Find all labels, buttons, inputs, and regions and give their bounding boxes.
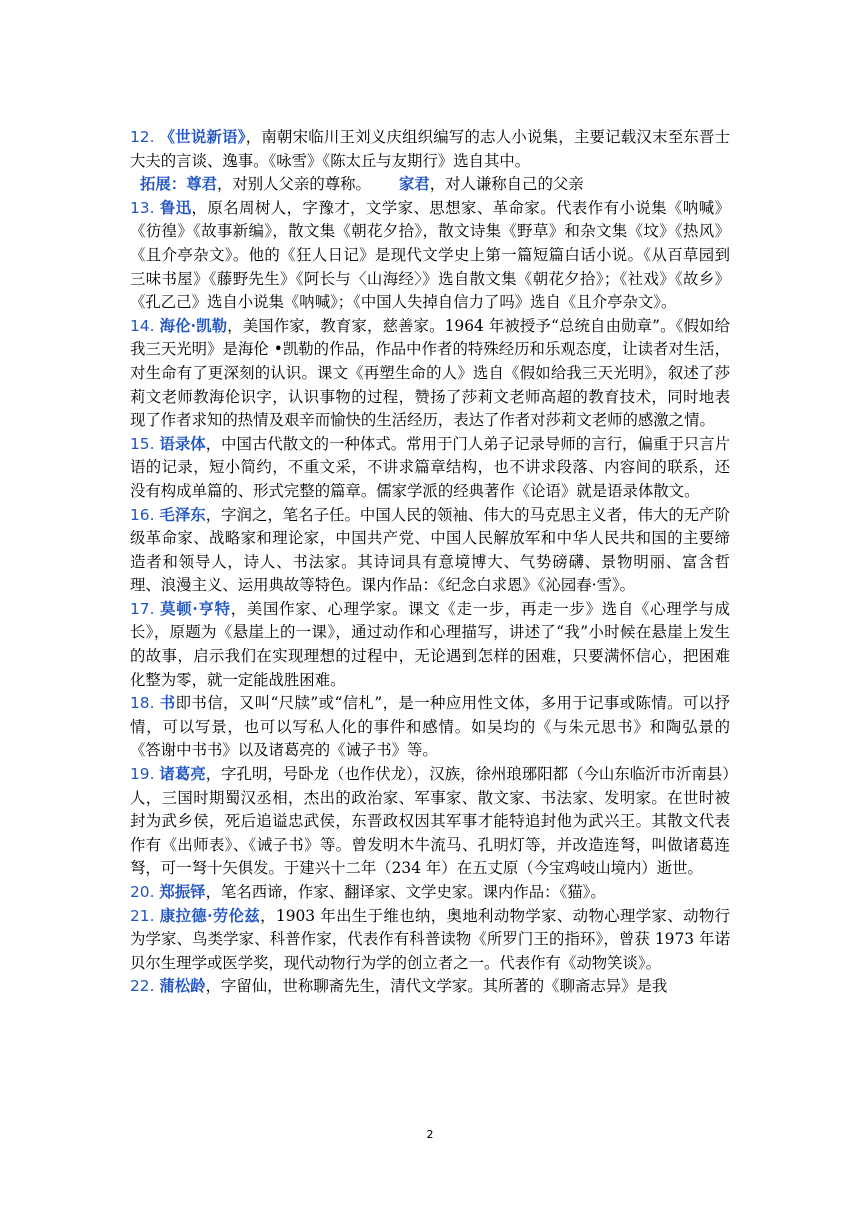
entry-paragraph bbox=[130, 763, 730, 881]
extension-label: 拓展： bbox=[140, 175, 187, 194]
entry-term: 海伦·凯勒 bbox=[159, 316, 228, 335]
entry-19 bbox=[130, 763, 730, 881]
entry-paragraph bbox=[130, 598, 730, 692]
entry-17 bbox=[130, 598, 730, 692]
entry-text: ，美国作家、心理学家。课文《走一步，再走一步》选自《心理学与成长》，原题为《悬崖上的一课》，通过动作和心理描写，讲述了“我”小时候在悬崖上发生的故事，启示我们在实现理想的过程中，无论遇到怎样的困难，只要满怀信心，把困难化整为零，就一定能战胜困难。 bbox=[130, 599, 730, 689]
entry-paragraph bbox=[130, 197, 730, 315]
entry-text: ，字留仙，世称聊斋先生，清代文学家。其所著的《聊斋志异》是我 bbox=[205, 977, 668, 996]
entry-20 bbox=[130, 881, 730, 905]
entry-text: ，中国古代散文的一种体式。常用于门人弟子记录导师的言行，偏重于只言片语的记录，短小简约，不重文采，不讲求篇章结构，也不讲求段落、内容间的联系，还没有构成单篇的、形式完整的篇章。儒家学派的经典著作《论语》就是语录体散文。 bbox=[130, 434, 730, 500]
extension-term-1: 尊君 bbox=[186, 175, 217, 194]
entry-paragraph bbox=[130, 905, 730, 976]
entry-paragraph bbox=[130, 692, 730, 763]
entry-paragraph bbox=[130, 504, 730, 598]
entry-22 bbox=[130, 975, 730, 999]
entry-paragraph bbox=[130, 126, 730, 173]
entry-text: ，字润之，笔名子任。中国人民的领袖、伟大的马克思主义者，伟大的无产阶级革命家、战略家和理论家，中国共产党、中国人民解放军和中华人民共和国的主要缔造者和领导人，诗人、书法家。其诗词具有意境博大、气势磅礴、景物明丽、富含哲理、浪漫主义、运用典故等特色。课内作品：《纪念白求恩》《沁园春·雪》。 bbox=[130, 505, 730, 595]
entry-number: 21. bbox=[130, 906, 155, 925]
extension-note bbox=[140, 173, 730, 197]
entry-term: 语录体 bbox=[159, 434, 206, 453]
entry-text: ，字孔明，号卧龙（也作伏龙），汉族，徐州琅琊阳都（今山东临沂市沂南县）人，三国时期蜀汉丞相，杰出的政治家、军事家、散文家、书法家、发明家。在世时被封为武乡侯，死后追谥忠武侯，东晋政权因其军事才能特追封他为武兴王。其散文代表作有《出师表》、《诫子书》等。曾发明木牛流马、孔明灯等，并改造连弩，叫做诸葛连弩，可一弩十矢俱发。于建兴十二年（234 年）在五丈原（今宝鸡岐山境内）逝世。 bbox=[130, 765, 730, 878]
entry-text: ，原名周树人，字豫才，文学家、思想家、革命家。代表作有小说集《呐喊》《彷徨》《故事新编》，散文集《朝花夕拾》，散文诗集《野草》和杂文集《坟》《热风》《且介亭杂文》。他的《狂人日记》是现代文学史上第一篇短篇白话小说。《从百草园到三味书屋》《藤野先生》《阿长与〈山海经〉》选自散文集《朝花夕拾》；《社戏》《故乡》《孔乙己》选自小说集《呐喊》；《中国人失掉自信力了吗》选自《且介亭杂文》。 bbox=[130, 198, 730, 312]
entry-paragraph bbox=[130, 881, 730, 905]
entry-term: 《世说新语》 bbox=[159, 128, 246, 146]
entry-text: ，南朝宋临川王刘义庆组织编写的志人小说集，主要记载汉末至东晋士大夫的言谈、逸事。《咏雪》《陈太丘与友期行》选自其中。 bbox=[130, 128, 730, 170]
entry-13 bbox=[130, 197, 730, 315]
extension-term-2: 家君 bbox=[398, 175, 430, 194]
entry-term: 蒲松龄 bbox=[159, 977, 206, 996]
entry-term: 鲁迅 bbox=[159, 198, 192, 217]
entry-number: 19. bbox=[130, 765, 155, 784]
entry-number: 12. bbox=[130, 128, 155, 146]
entry-paragraph bbox=[130, 433, 730, 504]
entry-term: 郑振铎 bbox=[159, 883, 206, 901]
entry-18 bbox=[130, 692, 730, 763]
entry-14 bbox=[130, 315, 730, 433]
entry-term: 毛泽东 bbox=[159, 505, 206, 524]
page-number: 2 bbox=[426, 1128, 434, 1141]
entry-number: 18. bbox=[130, 694, 155, 713]
extension-text-2: ，对人谦称自己的父亲 bbox=[429, 175, 584, 194]
document-body bbox=[130, 126, 730, 999]
entry-text: ，笔名西谛，作家、翻译家、文学史家。课内作品：《猫》。 bbox=[205, 883, 606, 901]
entry-16 bbox=[130, 504, 730, 598]
entry-number: 20. bbox=[130, 883, 155, 901]
entry-paragraph bbox=[130, 975, 730, 999]
entry-term: 诸葛亮 bbox=[159, 765, 206, 784]
entry-text: ，美国作家，教育家，慈善家。1964 年被授予“总统自由勋章”。《假如给我三天光明》是海伦 •凯勒的作品，作品中作者的特殊经历和乐观态度，让读者对生活，对生命有了更深刻的认识。课文《再塑生命的人》选自《假如给我三天光明》，叙述了莎莉文老师教海伦识字，认识事物的过程，赞扬了莎莉文老师高超的教育技术，同时地表现了作者求知的热情及艰辛而愉快的生活经历，表达了作者对莎莉文老师的感激之情。 bbox=[130, 316, 730, 430]
entry-21 bbox=[130, 905, 730, 976]
entry-number: 13. bbox=[130, 198, 155, 217]
entry-number: 15. bbox=[130, 434, 155, 453]
entry-15 bbox=[130, 433, 730, 504]
entry-number: 16. bbox=[130, 505, 155, 524]
extension-text-1: ，对别人父亲的尊称。 bbox=[216, 175, 371, 194]
entry-number: 22. bbox=[130, 977, 155, 996]
entry-12 bbox=[130, 126, 730, 173]
entry-term: 书 bbox=[159, 694, 176, 713]
entry-number: 14. bbox=[130, 316, 155, 335]
entry-text: ，1903 年出生于维也纳，奥地利动物学家、动物心理学家、动物行为学家、鸟类学家、科普作家，代表作有科普读物《所罗门王的指环》，曾获 1973 年诺贝尔生理学或医学奖，现代动物行为学的创立者之一。代表作有《动物笑谈》。 bbox=[130, 906, 731, 972]
entry-term: 莫顿·亨特 bbox=[160, 599, 231, 618]
entry-paragraph bbox=[130, 315, 730, 433]
entry-term: 康拉德·劳伦兹 bbox=[159, 906, 261, 925]
entry-number: 17. bbox=[130, 599, 155, 618]
entry-text: 即书信，又叫“尺牍”或“信札”，是一种应用性文体，多用于记事或陈情。可以抒情，可以写景，也可以写私人化的事件和感情。如吴均的《与朱元思书》和陶弘景的《答谢中书书》以及诸葛亮的《诫子书》等。 bbox=[130, 694, 730, 760]
